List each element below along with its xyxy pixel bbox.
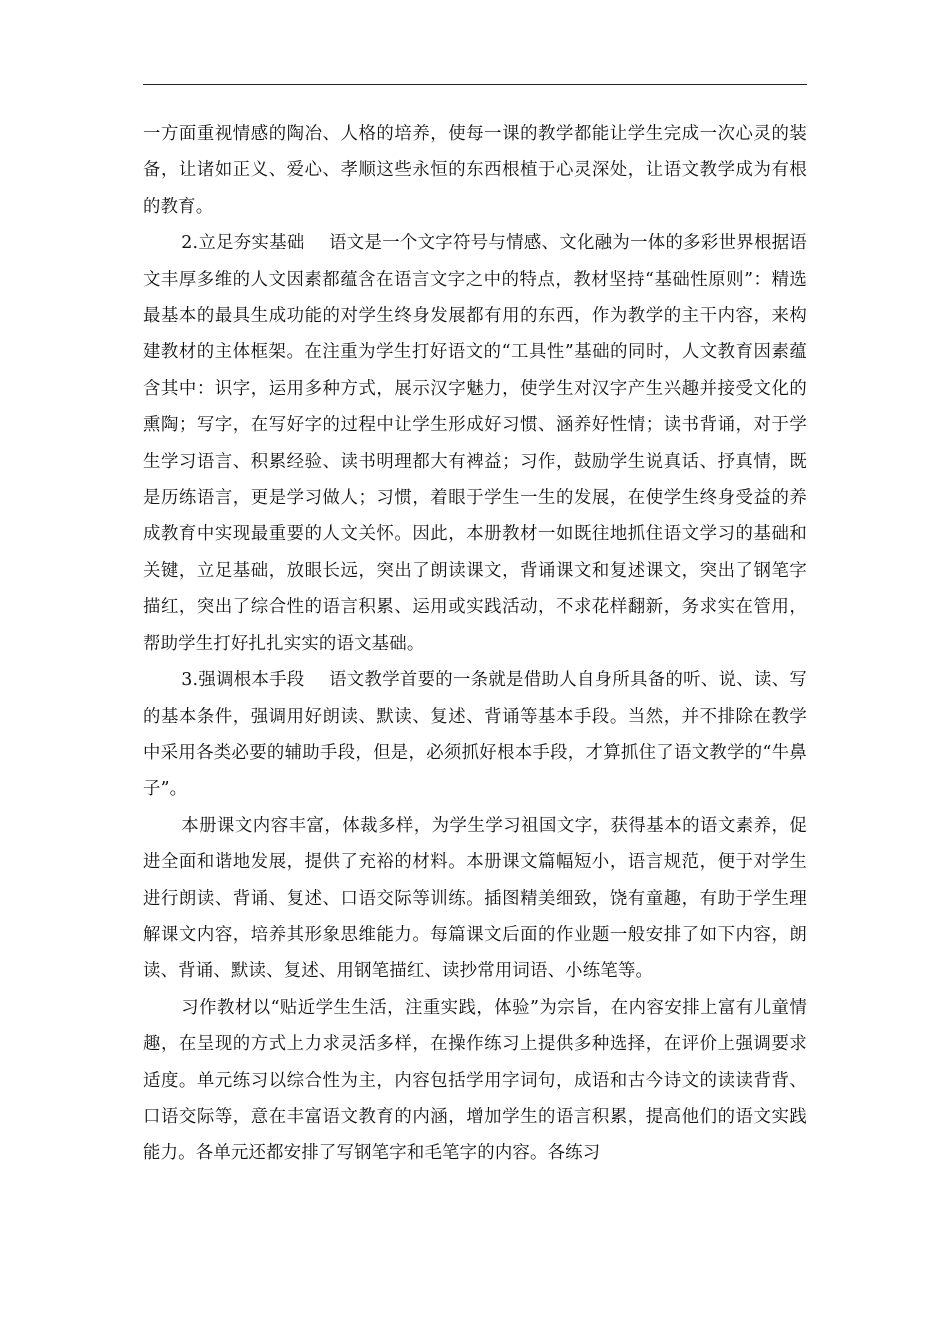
paragraph-text: 语文教学首要的一条就是借助人自身所具备的听、说、读、写的基本条件，强调用好朗读、默读、复述、背诵等基本手段。当然，并不排除在教学中采用各类必要的辅助手段，但是，必须抓好根本手段，才算抓住了语文教学的“牛鼻子”。 [143, 670, 807, 800]
section-heading: 3.强调根本手段 [181, 670, 305, 691]
paragraph-writing [143, 990, 807, 1172]
paragraph-continuation [143, 116, 807, 225]
paragraph-text: 习作教材以“贴近学生生活，注重实践，体验”为宗旨，在内容安排上富有儿童情趣，在呈现的方式上力求灵活多样，在操作练习上提供多种选择，在评价上强调要求适度。单元练习以综合性为主，内容包括学用字词句，成语和古今诗文的读读背背、口语交际等，意在丰富语文教育的内涵，增加学生的语言积累，提高他们的语文实践能力。各单元还都安排了写钢笔字和毛笔字的内容。各练习 [143, 997, 807, 1164]
paragraph-foundation [143, 225, 807, 662]
header-rule [143, 84, 807, 85]
paragraph-text: 一方面重视情感的陶冶、人格的培养，使每一课的教学都能让学生完成一次心灵的装备，让诸如正义、爱心、孝顺这些永恒的东西根植于心灵深处，让语文教学成为有根的教育。 [143, 124, 807, 217]
paragraph-text: 语文是一个文字符号与情感、文化融为一体的多彩世界根据语文丰厚多维的人文因素都蕴含在语言文字之中的特点，教材坚持“基础性原则”：精选最基本的最具生成功能的对学生终身发展都有用的东西，作为教学的主干内容，来构建教材的主体框架。在注重为学生打好语文的“工具性”基础的同时，人文教育因素蕴含其中：识字，运用多种方式，展示汉字魅力，使学生对汉字产生兴趣并接受文化的熏陶；写字，在写好字的过程中让学生形成好习惯、涵养好性情；读书背诵，对于学生学习语言、积累经验、读书明理都大有裨益；习作，鼓励学生说真话、抒真情，既是历练语言，更是学习做人；习惯，着眼于学生一生的发展，在使学生终身受益的养成教育中实现最重要的人文关怀。因此，本册教材一如既往地抓住语文学习的基础和关键，立足基础，放眼长远，突出了朗读课文，背诵课文和复述课文，突出了钢笔字描红，突出了综合性的语言积累、运用或实践活动，不求花样翻新，务求实在管用，帮助学生打好扎扎实实的语文基础。 [143, 233, 807, 654]
paragraph-text: 本册课文内容丰富，体裁多样，为学生学习祖国文字，获得基本的语文素养，促进全面和谐地发展，提供了充裕的材料。本册课文篇幅短小，语言规范，便于对学生进行朗读、背诵、复述、口语交际等训练。插图精美细致，饶有童趣，有助于学生理解课文内容，培养其形象思维能力。每篇课文后面的作业题一般安排了如下内容，朗读、背诵、默读、复述、用钢笔描红、读抄常用词语、小练笔等。 [143, 815, 807, 982]
paragraph-means [143, 662, 807, 808]
section-heading: 2.立足夯实基础 [181, 233, 305, 254]
document-body [143, 116, 807, 1172]
paragraph-texts [143, 808, 807, 990]
